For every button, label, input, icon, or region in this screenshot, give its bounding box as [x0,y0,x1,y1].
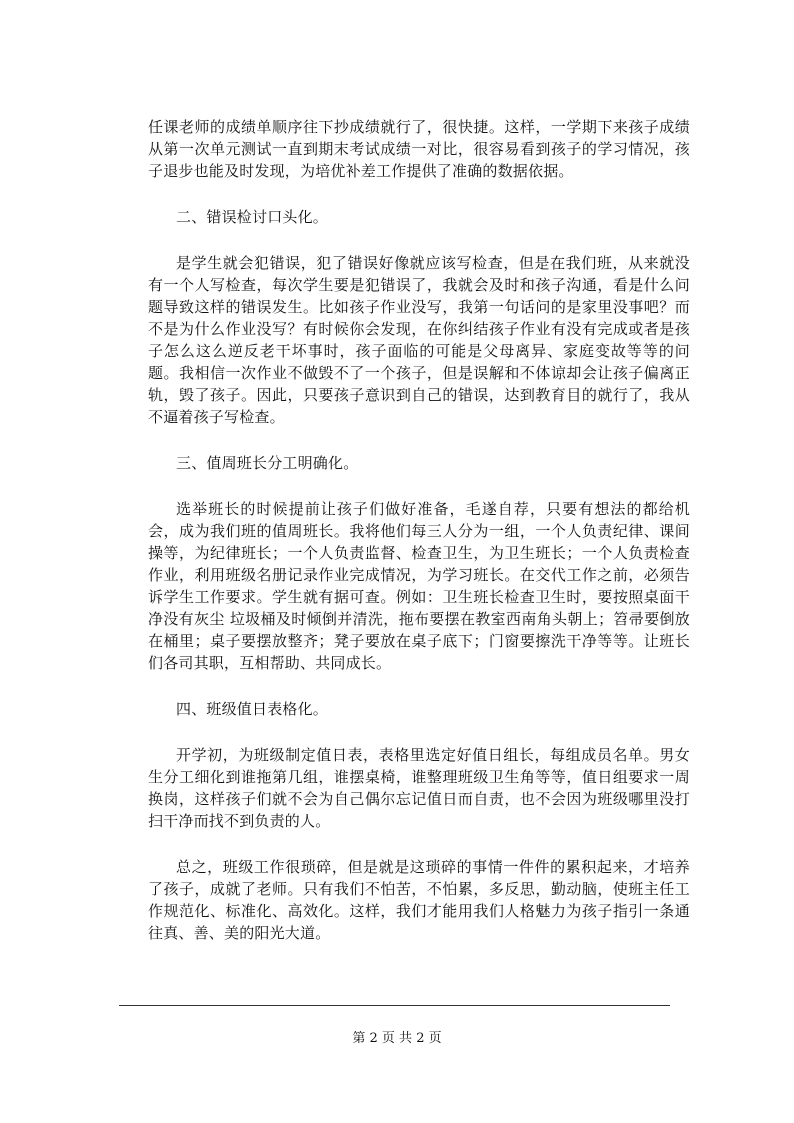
footer-divider [119,1005,670,1006]
section-heading-4: 四、班级值日表格化。 [176,700,329,718]
paragraph-class-monitors: 选举班长的时候提前让孩子们做好准备，毛遂自荐，只要有想法的都给机会，成为我们班的值周班长。我将他们每三人分为一组，一个人负责纪律、课间操等，为纪律班长；一个人负责监督、检查卫生，为卫生班长；一个人负责检查作业，利用班级名册记录作业完成情况，为学习班长。在交代工作之前，必须告诉学生工作要求。学生就有据可查。例如：卫生班长检查卫生时，要按照桌面干净没有灰尘 垃圾桶及时倾倒并清洗，拖布要摆在教室西南角头朝上；笤帚要倒放在桶里；桌子要摆放整齐；凳子要放在桌子底下；门窗要擦洗干净等等。让班长们各司其职，互相帮助、共同成长。 [148,500,690,672]
paragraph-error-review: 是学生就会犯错误，犯了错误好像就应该写检查，但是在我们班，从来就没有一个人写检查，每次学生要是犯错误了，我就会及时和孩子沟通，看是什么问题导致这样的错误发生。比如孩子作业没写，我第一句话问的是家里没事吧？而不是为什么作业没写？有时候你会发现，在你纠结孩子作业有没有完成或者是孩子怎么这么逆反老干坏事时，孩子面临的可能是父母离异、家庭变故等等的问题。我相信一次作业不做毁不了一个孩子，但是误解和不体谅却会让孩子偏离正轨，毁了孩子。因此，只要孩子意识到自己的错误，达到教育目的就行了，我从不逼着孩子写检查。 [148,254,690,426]
section-heading-2: 二、错误检讨口头化。 [176,208,329,226]
section-heading-3: 三、值周班长分工明确化。 [176,454,359,472]
paragraph-duty-table: 开学初，为班级制定值日表，表格里选定好值日组长，每组成员名单。男女生分工细化到谁拖第几组，谁摆桌椅，谁整理班级卫生角等等，值日组要求一周换岗，这样孩子们就不会为自己偶尔忘记值日而自责，也不会因为班级哪里没打扫干净而找不到负责的人。 [148,746,690,830]
document-body [148,116,690,944]
page-number: 第 2 页 共 2 页 [352,1031,442,1046]
paragraph-continuation: 任课老师的成绩单顺序往下抄成绩就行了，很快捷。这样，一学期下来孩子成绩从第一次单元测试一直到期末考试成绩一对比，很容易看到孩子的学习情况，孩子退步也能及时发现，为培优补差工作提供了准确的数据依据。 [148,118,690,180]
paragraph-conclusion: 总之，班级工作很琐碎，但是就是这琐碎的事情一件件的累积起来，才培养了孩子，成就了老师。只有我们不怕苦，不怕累，多反思，勤动脑，使班主任工作规范化、标准化、高效化。这样，我们才能用我们人格魅力为孩子指引一条通往真、善、美的阳光大道。 [148,858,690,942]
